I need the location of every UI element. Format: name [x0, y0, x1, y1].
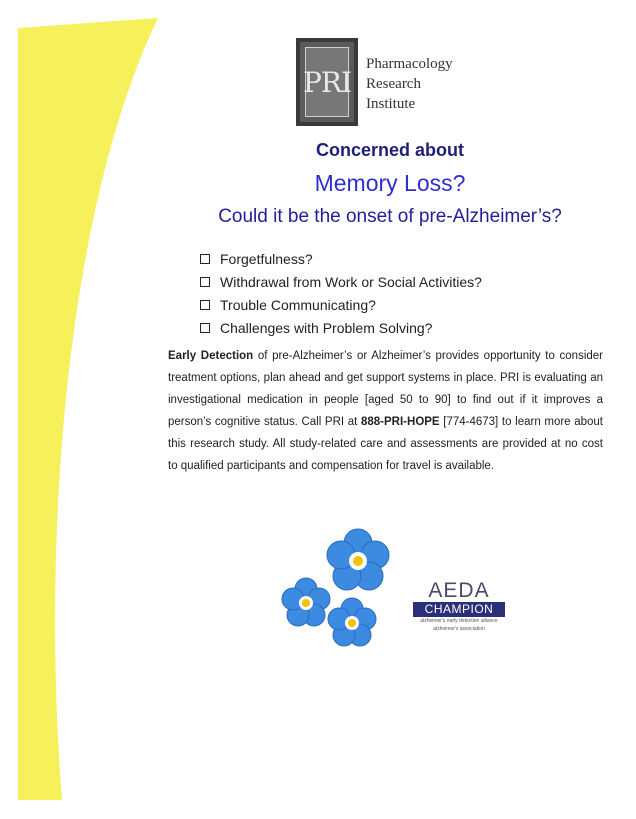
heading-concerned: Concerned about: [315, 140, 464, 160]
checkbox-icon: [200, 254, 210, 264]
checkbox-icon: [200, 323, 210, 333]
checklist-item-label: Trouble Communicating?: [220, 297, 376, 313]
checklist-item-label: Withdrawal from Work or Social Activities?: [220, 274, 482, 290]
aeda-banner: CHAMPION: [413, 602, 505, 617]
flower-left: [282, 578, 330, 626]
checkbox-icon: [200, 277, 210, 287]
body-text-part2: [774-4673] to learn more about this research study. All study-related care and assessments are provided at no cost to qualified participants and compensation for travel is available.: [168, 416, 603, 472]
checklist-item: [200, 248, 482, 271]
lead-text: Early Detection: [168, 350, 254, 362]
checklist-item: [200, 271, 482, 294]
pri-logo: [296, 38, 466, 128]
heading-memory-loss: Memory Loss?: [314, 170, 466, 196]
logo-name-line: Institute: [366, 96, 416, 112]
phone-number: 888-PRI-HOPE: [361, 416, 440, 428]
checklist-item-label: Challenges with Problem Solving?: [220, 320, 433, 336]
body-paragraph: [168, 345, 603, 477]
pri-logo-mark: [296, 38, 358, 126]
pri-logo-name: [366, 54, 453, 114]
checklist-item: [200, 317, 482, 340]
logo-name-line: Research: [366, 76, 421, 92]
logo-name-line: Pharmacology: [366, 56, 453, 72]
body-text-part1: of pre-Alzheimer’s or Alzheimer’s provides opportunity to consider treatment options, plan ahead and get support systems in place. PRI is evaluating an investigational medication in people [aged 50 to 90] to find out if it improves a person’s cognitive status. Call PRI at: [168, 350, 603, 428]
aeda-champion-badge: [413, 580, 505, 646]
forget-me-not-flowers-image: [270, 515, 410, 655]
checkbox-icon: [200, 300, 210, 310]
aeda-title: AEDA: [428, 579, 490, 602]
aeda-subtitle: alzheimer's early detection alliance: [420, 618, 498, 624]
flower-bottom: [328, 598, 376, 646]
symptom-checklist: [200, 248, 482, 340]
heading-onset-question: Could it be the onset of pre-Alzheimer’s?: [218, 206, 562, 227]
pri-logo-letters: PRI: [305, 47, 349, 117]
aeda-association: alzheimer's association: [433, 626, 485, 632]
checklist-item-label: Forgetfulness?: [220, 251, 313, 267]
checklist-item: [200, 294, 482, 317]
flower-large: [327, 529, 389, 590]
